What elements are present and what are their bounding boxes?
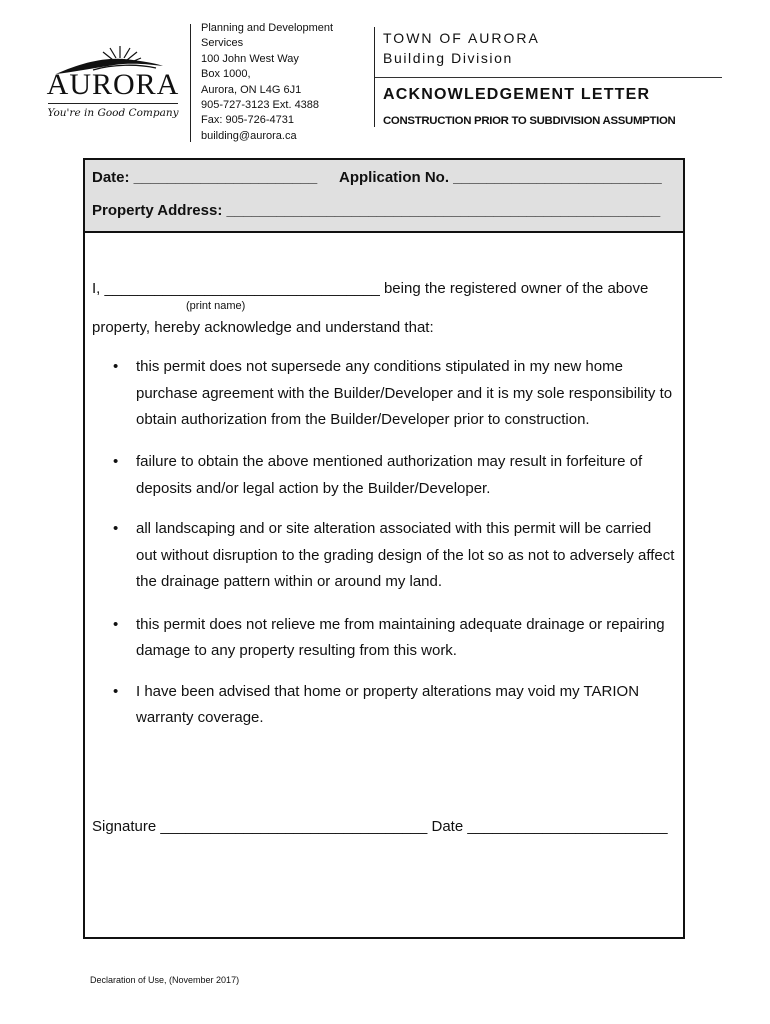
bullet-marker: • bbox=[113, 520, 119, 537]
logo-tagline: You're in Good Company bbox=[47, 107, 179, 119]
bullet-4-line-1: this permit does not relieve me from maintaining adequate drainage or repairing bbox=[136, 616, 665, 633]
application-number-field[interactable]: Application No. _________________________ bbox=[339, 169, 662, 186]
document-subtitle: CONSTRUCTION PRIOR TO SUBDIVISION ASSUMPTION bbox=[383, 115, 676, 127]
contact-line: Fax: 905-726-4731 bbox=[201, 114, 294, 127]
bullet-marker: • bbox=[113, 453, 119, 470]
contact-line: 100 John West Way bbox=[201, 52, 299, 65]
contact-line: Planning and Development bbox=[201, 22, 334, 34]
contact-line: 905-727-3123 Ext. 4388 bbox=[201, 99, 320, 112]
contact-block bbox=[201, 21, 333, 144]
bullet-marker: • bbox=[113, 358, 119, 375]
header-rule bbox=[375, 77, 722, 78]
owner-name-line[interactable]: I, _________________________________ being the registered owner of the above bbox=[92, 280, 649, 297]
bullet-1-line-1: this permit does not supersede any conditions stipulated in my new home bbox=[136, 358, 623, 375]
bullet-2-line-1: failure to obtain the above mentioned authorization may result in forfeiture of bbox=[136, 453, 643, 470]
bullet-2-line-2: deposits and/or legal action by the Builder/Developer. bbox=[136, 480, 491, 497]
contact-line: Services bbox=[201, 37, 244, 50]
contact-line: Aurora, ON L4G 6J1 bbox=[201, 83, 302, 96]
print-name-hint: (print name) bbox=[186, 300, 246, 312]
contact-divider bbox=[190, 24, 191, 142]
bullet-3-line-3: the drainage pattern within or around my land. bbox=[136, 573, 443, 590]
division-name: Building Division bbox=[383, 50, 513, 66]
bullet-5-line-1: I have been advised that home or property alterations may void my TARION bbox=[136, 683, 640, 700]
bullet-5-line-2: warranty coverage. bbox=[136, 709, 264, 726]
footer-note: Declaration of Use, (November 2017) bbox=[90, 975, 240, 985]
document-title: ACKNOWLEDGEMENT LETTER bbox=[383, 86, 651, 103]
town-name: TOWN OF AURORA bbox=[383, 30, 540, 46]
bullet-1-line-3: obtain authorization from the Builder/Developer prior to construction. bbox=[136, 411, 590, 428]
signature-date-line[interactable]: Signature ________________________________ Date ________________________ bbox=[92, 818, 668, 835]
bullet-3-line-2: out without disruption to the grading design of the lot so as not to adversely affect bbox=[136, 547, 675, 564]
bullet-4-line-2: damage to any property resulting from this work. bbox=[136, 642, 457, 659]
intro-statement: property, hereby acknowledge and understand that: bbox=[92, 319, 434, 336]
property-address-field[interactable]: Property Address: ____________________________________________________ bbox=[92, 202, 661, 219]
contact-line: Box 1000, bbox=[201, 68, 251, 81]
contact-email[interactable]: building@aurora.ca bbox=[201, 129, 297, 142]
logo-wordmark: AURORA bbox=[46, 68, 180, 101]
bullet-3-line-1: all landscaping and or site alteration associated with this permit will be carried bbox=[136, 520, 652, 537]
date-field[interactable]: Date: ______________________ bbox=[92, 169, 318, 186]
bullet-marker: • bbox=[113, 616, 119, 633]
bullet-1-line-2: purchase agreement with the Builder/Developer and it is my sole responsibility to bbox=[136, 385, 673, 402]
logo-divider bbox=[48, 103, 178, 104]
bullet-marker: • bbox=[113, 683, 119, 700]
